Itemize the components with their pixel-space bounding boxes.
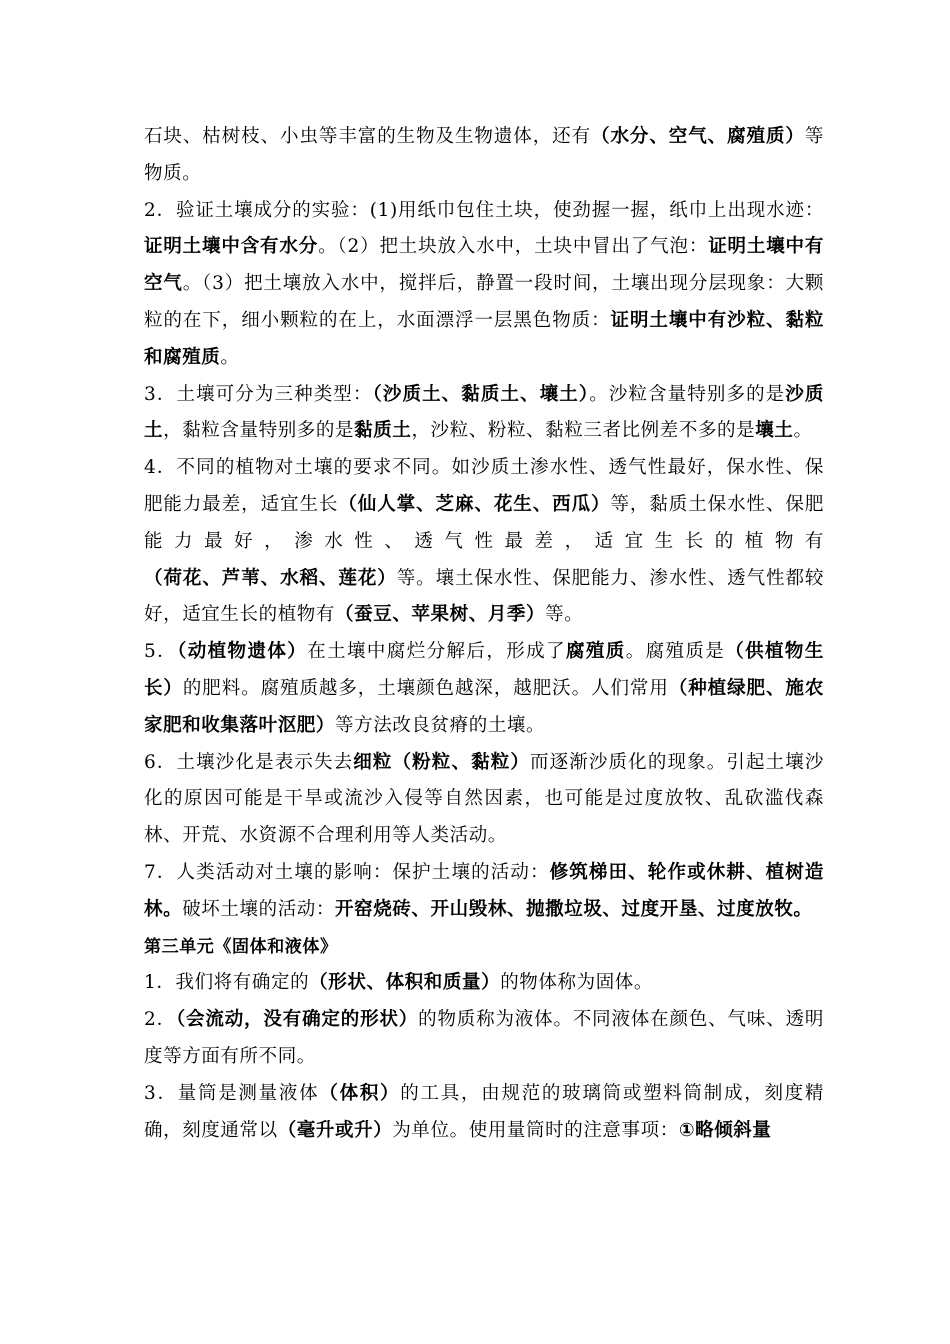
- bold-text: 腐殖质: [565, 641, 626, 663]
- text-run: 等方法改良贫瘠的土壤。: [335, 714, 546, 736]
- bold-text: 黏质土: [354, 420, 412, 442]
- paragraph: [144, 1076, 824, 1150]
- paragraph: [144, 855, 824, 929]
- section-heading: [144, 929, 824, 966]
- text-run: 5．: [144, 641, 178, 663]
- text-run: 。沙粒含量特别多的是: [589, 383, 786, 405]
- bold-text: （蚕豆、苹果树、月季）: [335, 604, 546, 626]
- bold-text: （形状、体积和质量）: [309, 972, 501, 994]
- bold-text: （种植绿肥、施农家肥和收集落叶沤肥）: [144, 677, 824, 736]
- text-run: 3．土壤可分为三种类型：: [144, 383, 373, 405]
- text-run: 2．: [144, 1009, 176, 1031]
- text-run: 。腐殖质是: [625, 641, 726, 663]
- paragraph: [144, 119, 824, 193]
- bold-text: 壤土: [755, 420, 794, 442]
- text-run: 的物体称为固体。: [500, 972, 653, 994]
- text-run: 。（2）把土块放入水中，土块中冒出了气泡：: [318, 236, 709, 258]
- bold-text: 证明土壤中有空气: [144, 236, 824, 295]
- text-run: 等，黏质土保水性、保肥能力最好，渗水性、透气性最差，适宜生长的植物有: [144, 493, 824, 552]
- text-run: 的物质称为液体。不同液体在颜色、气味、透明度等方面有所不同。: [144, 1009, 824, 1067]
- paragraph: [144, 1002, 824, 1076]
- text-run: 在土壤中腐烂分解后，形成了: [307, 641, 566, 663]
- text-run: 7．人类活动对土壤的影响：保护土壤的活动：: [144, 861, 550, 883]
- text-run: 2．验证土壤成分的实验：(1)用纸巾包住土块，使劲握一握，纸巾上出现水迹：: [144, 199, 824, 221]
- text-run: 等。: [545, 604, 584, 626]
- bold-text: （毫升或升）: [277, 1119, 393, 1141]
- bold-text: （动植物遗体）: [177, 641, 308, 663]
- text-run: 的肥料。腐殖质越多，土壤颜色越深，越肥沃。人们常用: [182, 677, 669, 699]
- paragraph: [144, 450, 824, 634]
- text-run: 3．量筒是测量液体: [144, 1082, 320, 1104]
- bold-text: 证明土壤中含有水分: [144, 236, 319, 258]
- bold-text: （会流动，没有确定的形状）: [175, 1009, 419, 1031]
- bold-text: 沙质土: [144, 383, 824, 442]
- text-run: 第三单元《固体和液体》: [144, 936, 338, 957]
- text-run: 6．土壤沙化是表示失去: [144, 751, 354, 773]
- text-run: 。: [793, 420, 813, 442]
- text-run: 。（3）把土壤放入水中，搅拌后，静置一段时间，土壤出现分层现象：大颗粒的在下，细小颗粒的在上，水面漂浮一层黑色物质：: [144, 273, 824, 331]
- paragraph: [144, 634, 824, 744]
- text-run: 为单位。使用量筒时的注意事项：: [392, 1119, 679, 1141]
- text-run: 等。壤土保水性、保肥能力、渗水性、透气性都较好，适宜生长的植物有: [144, 567, 824, 626]
- text-run: 的工具，由规范的玻璃筒或塑料筒制成，刻度精确，刻度通常以: [144, 1082, 825, 1141]
- paragraph: [144, 965, 824, 1002]
- text-run: ，沙粒、粉粒、黏粒三者比例差不多的是: [411, 420, 756, 442]
- text-run: 1．我们将有确定的: [144, 972, 310, 994]
- text-run: 破坏土壤的活动：: [182, 898, 336, 920]
- bold-text: 细粒（粉粒、黏粒）: [353, 751, 530, 773]
- bold-text: （仙人掌、芝麻、花生、西瓜）: [338, 493, 611, 515]
- bold-text: 修筑梯田、轮作或休耕、植树造林。: [144, 861, 824, 920]
- bold-text: （体积）: [319, 1082, 401, 1104]
- bold-text: 开窑烧砖、开山毁林、抛撒垃圾、过度开垦、过度放牧。: [335, 898, 813, 920]
- bold-text: 证明土壤中有沙粒、黏粒和腐殖质: [144, 309, 824, 368]
- bold-text: （水分、空气、腐殖质）: [591, 126, 805, 147]
- text-run: ，黏粒含量特别多的是: [163, 420, 355, 442]
- bold-text: （荷花、芦苇、水稻、莲花）: [144, 567, 397, 589]
- bold-text: ①略倾斜量: [678, 1119, 772, 1141]
- document-page: [144, 119, 824, 1149]
- bold-text: （供植物生长）: [144, 641, 824, 699]
- paragraph: [144, 193, 824, 377]
- text-run: 4．不同的植物对土壤的要求不同。如沙质土渗水性、透气性最好，保水性、保肥能力最差，适宜生长: [144, 457, 824, 515]
- text-run: 等物质。: [144, 126, 824, 184]
- text-run: 石块、枯树枝、小虫等丰富的生物及生物遗体，还有: [144, 126, 592, 147]
- text-run: 。: [220, 346, 240, 368]
- text-run: 而逐渐沙质化的现象。引起土壤沙化的原因可能是干旱或流沙入侵等自然因素，也可能是过度放牧、乱砍滥伐森林、开荒、水资源不合理利用等人类活动。: [144, 751, 824, 847]
- paragraph: [144, 377, 824, 451]
- paragraph: [144, 745, 824, 855]
- bold-text: （沙质土、黏质土、壤土）: [372, 383, 590, 405]
